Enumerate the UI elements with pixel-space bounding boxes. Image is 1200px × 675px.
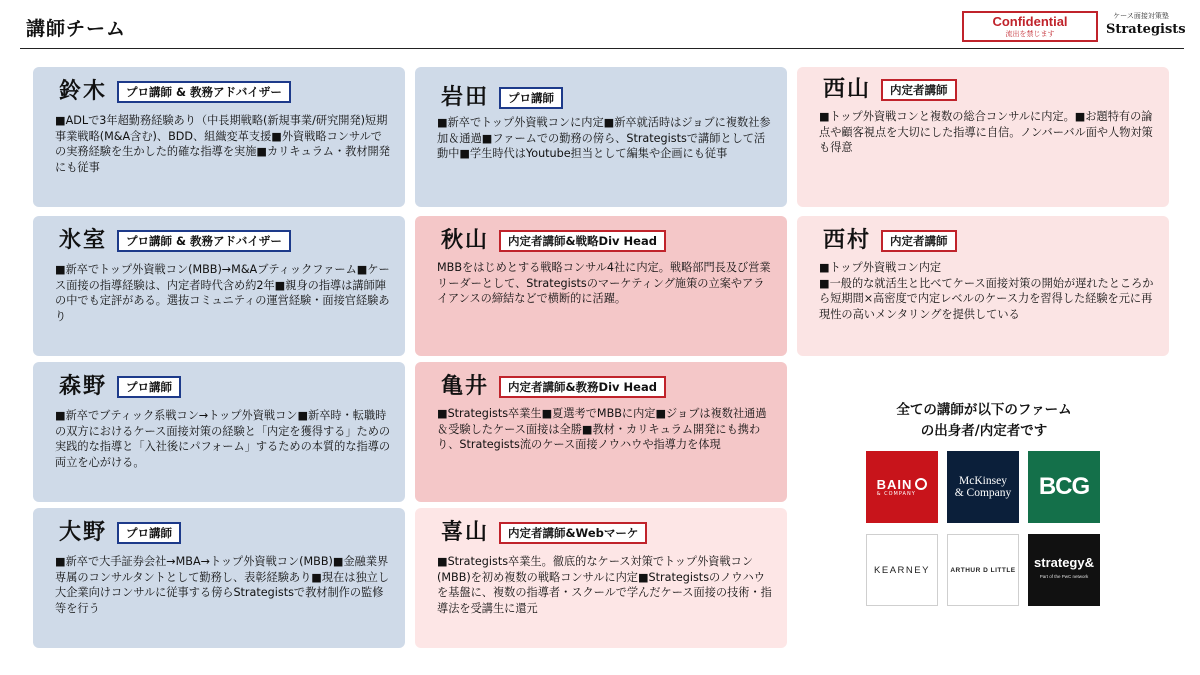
bain-mark-icon bbox=[915, 478, 927, 490]
instructor-role-badge: プロ講師 bbox=[499, 87, 563, 109]
kearney-wordmark: KEARNEY bbox=[874, 564, 930, 576]
mckinsey-logo bbox=[947, 451, 1019, 523]
instructor-card-ono bbox=[33, 508, 405, 648]
instructor-name: 亀井 bbox=[441, 374, 490, 399]
mckinsey-wordmark-line2: & Company bbox=[954, 487, 1012, 499]
instructor-description: ■新卒でトップ外資戦コン(MBB)→M&Aブティックファーム■ケース面接の指導経験は、内定者時代含め約2年■親身の指導は講師陣の中でも定評がある。選抜コミュニティの運営経験・面接官経験あり bbox=[55, 263, 390, 323]
instructor-card-akiyama bbox=[415, 216, 787, 356]
confidential-note: 流出を禁じます bbox=[1005, 30, 1055, 38]
instructor-role-badge: プロ講師 & 教務アドバイザー bbox=[117, 81, 291, 103]
card-header bbox=[441, 372, 666, 402]
instructor-role-badge: プロ講師 bbox=[117, 522, 181, 544]
firms-caption-line2: の出身者/内定者です bbox=[920, 423, 1048, 439]
instructor-card-morino bbox=[33, 362, 405, 502]
instructor-role-badge: 内定者講師&教務Div Head bbox=[499, 376, 666, 398]
instructor-name: 氷室 bbox=[59, 228, 108, 253]
instructor-name: 森野 bbox=[59, 374, 108, 399]
brand-logo bbox=[1106, 12, 1186, 38]
firms-caption-line1: 全ての講師が以下のファーム bbox=[896, 402, 1072, 418]
instructor-description: ■新卒で大手証券会社→MBA→トップ外資戦コン(MBB)■金融業界専属のコンサルタントとして勤務し、表彰経験あり■現在は独立し大企業向けコンサルに従事する傍らStrategistsで教材制作の監修等を行う bbox=[55, 555, 390, 615]
instructor-description: ■トップ外資戦コン内定 ■一般的な就活生と比べてケース面接対策の開始が遅れたところから短期間×高密度で内定レベルのケース力を習得した経験を元に再現性の高いメンタリングを提供している bbox=[819, 261, 1154, 321]
instructor-description: ■Strategists卒業生■夏選考でMBBに内定■ジョブは複数社通過＆受験したケース面接は全勝■教材・カリキュラム開発にも携わり、Strategists流のケース面接ノウハウや指導力を体現 bbox=[437, 407, 767, 451]
card-header bbox=[441, 83, 563, 113]
instructor-name: 大野 bbox=[59, 520, 108, 545]
card-header bbox=[59, 518, 181, 548]
instructor-card-nishimura bbox=[797, 216, 1169, 356]
strategyand-logo bbox=[1028, 534, 1100, 606]
instructor-role-badge: 内定者講師 bbox=[881, 79, 957, 101]
instructor-card-kamei bbox=[415, 362, 787, 502]
instructor-name: 喜山 bbox=[441, 520, 490, 545]
instructor-role-badge: 内定者講師 bbox=[881, 230, 957, 252]
adl-wordmark: ARTHUR D LITTLE bbox=[950, 566, 1016, 574]
adl-logo bbox=[947, 534, 1019, 606]
instructor-description: MBBをはじめとする戦略コンサル4社に内定。戦略部門長及び営業リーダーとして、Strategistsのマーケティング施策の立案やアライアンスの締結などで横断的に活躍。 bbox=[437, 261, 771, 305]
instructor-role-badge: プロ講師 bbox=[117, 376, 181, 398]
kearney-logo bbox=[866, 534, 938, 606]
instructor-description: ■トップ外資戦コンと複数の総合コンサルに内定。■お題特有の論点や顧客視点を大切にした指導に自信。ノンバーバル面や人物対策も得意 bbox=[819, 110, 1153, 154]
card-header bbox=[823, 226, 957, 256]
instructor-role-badge: 内定者講師&戦略Div Head bbox=[499, 230, 666, 252]
instructor-role-badge: プロ講師 & 教務アドバイザー bbox=[117, 230, 291, 252]
card-header bbox=[59, 372, 181, 402]
instructor-description: ■新卒でブティック系戦コン→トップ外資戦コン■新卒時・転職時の双方におけるケース面接対策の経験と「内定を獲得する」ための実践的な指導と「入社後にパフォーム」するための本質的な指導の両立を心がける。 bbox=[55, 409, 391, 469]
bcg-logo bbox=[1028, 451, 1100, 523]
instructor-name: 岩田 bbox=[441, 85, 490, 110]
strategyand-subtitle: Part of the PwC network bbox=[1039, 574, 1089, 579]
page-title: 講師チーム bbox=[26, 18, 127, 40]
confidential-label: Confidential bbox=[992, 14, 1068, 29]
instructor-name: 西山 bbox=[823, 77, 872, 102]
bain-wordmark: BAIN bbox=[876, 476, 913, 492]
card-header bbox=[59, 226, 291, 256]
bain-subtitle: & COMPANY bbox=[876, 490, 916, 497]
brand-subtitle: ケース面接対策塾 bbox=[1113, 12, 1169, 20]
instructor-name: 西村 bbox=[823, 228, 872, 253]
card-header bbox=[59, 77, 291, 107]
mckinsey-wordmark-line1: McKinsey bbox=[959, 475, 1007, 487]
instructor-role-badge: 内定者講師&Webマーケ bbox=[499, 522, 647, 544]
firms-caption bbox=[866, 400, 1102, 442]
bcg-wordmark: BCG bbox=[1038, 473, 1090, 500]
instructor-name: 秋山 bbox=[441, 228, 490, 253]
instructor-card-nishiyama bbox=[797, 67, 1169, 207]
card-header bbox=[441, 226, 666, 256]
title-divider bbox=[20, 48, 1184, 49]
card-header bbox=[441, 518, 647, 548]
bain-logo bbox=[866, 451, 938, 523]
instructor-description: ■ADLで3年超勤務経験あり（中長期戦略(新規事業/研究開発)短期事業戦略(M&A含む)、BDD、組織変革支援■外資戦略コンサルでの実務経験を生かした的確な指導を実施■カリキュラム・教材開発にも従事 bbox=[55, 114, 390, 174]
instructor-card-suzuki bbox=[33, 67, 405, 207]
instructor-card-himuro bbox=[33, 216, 405, 356]
instructor-card-kiyama bbox=[415, 508, 787, 648]
instructor-description: ■Strategists卒業生。徹底的なケース対策でトップ外資戦コン(MBB)を初め複数の戦略コンサルに内定■Strategistsのノウハウを基盤に、複数の指導者・スクールで学んだケース面接の技術・指導法を受講生に還元 bbox=[437, 555, 772, 615]
instructor-card-iwata bbox=[415, 67, 787, 207]
card-header bbox=[823, 75, 957, 105]
instructor-description: ■新卒でトップ外資戦コンに内定■新卒就活時はジョブに複数社参加＆通過■ファームでの勤務の傍ら、Strategistsで講師として活動中■学生時代はYoutube担当として編集や企画にも従事 bbox=[437, 116, 771, 160]
brand-name: Strategists bbox=[1106, 22, 1186, 37]
confidential-badge bbox=[962, 11, 1098, 42]
strategyand-wordmark: strategy& bbox=[1034, 555, 1094, 570]
instructor-name: 鈴木 bbox=[59, 79, 108, 104]
